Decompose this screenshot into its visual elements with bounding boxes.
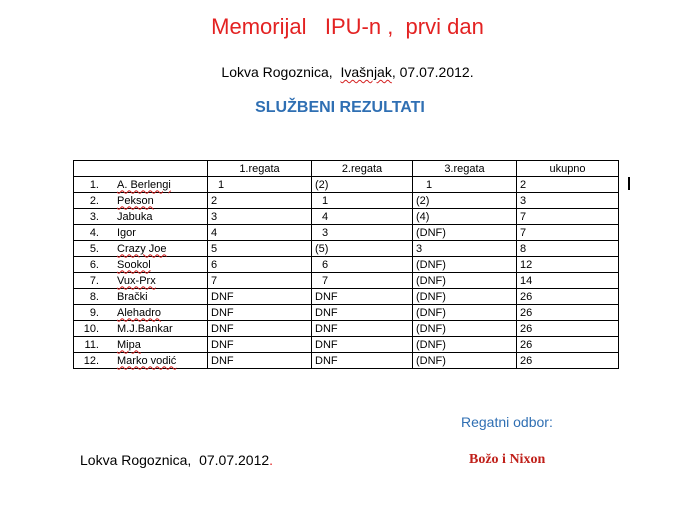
cell-race-1: 2 (208, 193, 312, 209)
cell-race-2: 6 (312, 257, 413, 273)
participant-name: Vux-Prx (117, 274, 156, 287)
cell-total: 26 (517, 337, 619, 353)
cell-race-3: (DNF) (413, 353, 517, 369)
header-total: ukupno (517, 161, 619, 177)
results-body (74, 177, 619, 369)
document-subtitle (0, 64, 695, 80)
cell-participant (74, 273, 208, 289)
cell-race-2: DNF (312, 289, 413, 305)
footer-place-date (80, 452, 273, 468)
cell-total: 14 (517, 273, 619, 289)
table-row (74, 225, 619, 241)
cell-race-1: 6 (208, 257, 312, 273)
cell-race-1: 3 (208, 209, 312, 225)
cell-race-3: 1 (413, 177, 517, 193)
participant-name: Mipa (117, 338, 141, 351)
cell-participant (74, 209, 208, 225)
rank-number: 4. (89, 226, 99, 239)
cell-participant (74, 225, 208, 241)
cell-participant (74, 241, 208, 257)
participant-name: Igor (117, 226, 136, 239)
cell-race-3: (DNF) (413, 257, 517, 273)
cell-race-1: DNF (208, 353, 312, 369)
footer-place-date-end: . (269, 452, 274, 468)
header-race-3: 3.regata (413, 161, 517, 177)
table-row (74, 193, 619, 209)
cell-race-1: 5 (208, 241, 312, 257)
cell-race-1: 4 (208, 225, 312, 241)
cell-race-3: (DNF) (413, 289, 517, 305)
cell-race-2: DNF (312, 337, 413, 353)
rank-number: 12. (83, 354, 99, 367)
participant-name: Crazy Joe (117, 242, 167, 255)
table-row (74, 241, 619, 257)
participant-name: A. Berlengi (117, 178, 171, 191)
rank-number: 1. (89, 178, 99, 191)
cell-participant (74, 289, 208, 305)
participant-name: Brački (117, 290, 148, 303)
subtitle-place: Ivašnjak (340, 64, 392, 80)
cell-race-2: 7 (312, 273, 413, 289)
rank-number: 2. (89, 194, 99, 207)
table-header-row (74, 161, 619, 177)
cell-race-3: (DNF) (413, 225, 517, 241)
subtitle-prefix: Lokva Rogoznica, (221, 64, 341, 80)
header-name (74, 161, 208, 177)
cell-race-2: DNF (312, 321, 413, 337)
rank-number: 11. (84, 338, 99, 351)
cell-race-1: DNF (208, 289, 312, 305)
participant-name: M.J.Bankar (117, 322, 173, 335)
cell-participant (74, 321, 208, 337)
cell-total: 26 (517, 353, 619, 369)
rank-number: 10. (83, 322, 99, 335)
results-heading: SLUŽBENI REZULTATI (255, 99, 425, 116)
subtitle-suffix: , 07.07.2012. (391, 64, 474, 80)
participant-name: Alehadro (117, 306, 162, 319)
table-row (74, 321, 619, 337)
cell-total: 12 (517, 257, 619, 273)
cell-race-3: (4) (413, 209, 517, 225)
rank-number: 5. (89, 242, 99, 255)
table-row (74, 209, 619, 225)
participant-name: Marko vodić (117, 354, 177, 367)
cell-total: 26 (517, 305, 619, 321)
cell-race-3: 3 (413, 241, 517, 257)
table-row (74, 257, 619, 273)
table-row (74, 177, 619, 193)
cell-race-1: 1 (208, 177, 312, 193)
results-table (73, 160, 619, 369)
cell-participant (74, 305, 208, 321)
rank-number: 3. (89, 210, 99, 223)
cell-race-2: (2) (312, 177, 413, 193)
cell-total: 3 (517, 193, 619, 209)
cell-race-2: 1 (312, 193, 413, 209)
cell-race-2: DNF (312, 353, 413, 369)
cell-participant (74, 353, 208, 369)
cell-race-3: (DNF) (413, 305, 517, 321)
cell-race-1: DNF (208, 305, 312, 321)
cell-race-1: 7 (208, 273, 312, 289)
cell-race-3: (DNF) (413, 337, 517, 353)
table-row (74, 353, 619, 369)
rank-number: 9. (89, 306, 99, 319)
footer-place-date-text: Lokva Rogoznica, 07.07.2012 (80, 452, 270, 468)
cell-race-1: DNF (208, 337, 312, 353)
cell-race-2: 4 (312, 209, 413, 225)
participant-name: Sookol (117, 258, 151, 271)
cell-race-3: (DNF) (413, 273, 517, 289)
table-row (74, 289, 619, 305)
committee-signatures: Božo i Nixon (469, 452, 546, 467)
cell-race-2: DNF (312, 305, 413, 321)
rank-number: 7. (89, 274, 99, 287)
cell-participant (74, 193, 208, 209)
cell-race-1: DNF (208, 321, 312, 337)
cell-total: 2 (517, 177, 619, 193)
cell-total: 26 (517, 289, 619, 305)
cell-participant (74, 337, 208, 353)
rank-number: 8. (89, 290, 99, 303)
cell-race-2: (5) (312, 241, 413, 257)
cell-participant (74, 257, 208, 273)
table-row (74, 305, 619, 321)
committee-label: Regatni odbor: (461, 414, 553, 430)
cell-race-3: (DNF) (413, 321, 517, 337)
header-race-2: 2.regata (312, 161, 413, 177)
participant-name: Pekson (117, 194, 154, 207)
cell-race-2: 3 (312, 225, 413, 241)
cell-total: 7 (517, 225, 619, 241)
cell-total: 26 (517, 321, 619, 337)
cell-participant (74, 177, 208, 193)
text-cursor (628, 177, 630, 190)
table-row (74, 273, 619, 289)
cell-total: 7 (517, 209, 619, 225)
rank-number: 6. (89, 258, 99, 271)
cell-race-3: (2) (413, 193, 517, 209)
document-title: Memorijal IPU-n , prvi dan (211, 14, 484, 39)
participant-name: Jabuka (117, 210, 153, 223)
header-race-1: 1.regata (208, 161, 312, 177)
table-row (74, 337, 619, 353)
cell-total: 8 (517, 241, 619, 257)
